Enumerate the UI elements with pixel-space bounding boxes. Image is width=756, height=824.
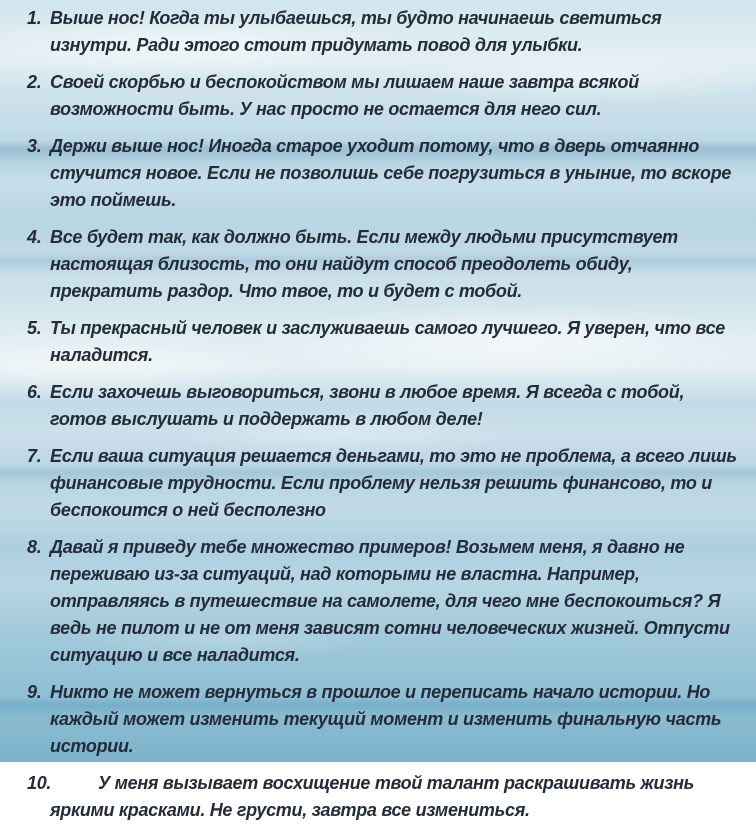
list-item-text: Выше нос! Когда ты улыбаешься, ты будто начинаешь светиться изнутри. Ради этого стоит придумать повод для улыбки. (50, 8, 662, 55)
list-item-text: Давай я приведу тебе множество примеров! Возьмем меня, я давно не переживаю из-за ситуаций, над которыми не властна. Например, отправляясь в путешествие на самолете, для чего мне беспокоиться? Я ведь не пилот и не от меня зависят сотни человеческих жизней. Отпусти ситуацию и все наладится. (50, 537, 730, 665)
list-item-text: Никто не может вернуться в прошлое и переписать начало истории. Но каждый может изменить текущий момент и изменить финальную часть истории. (50, 682, 722, 756)
list-item (0, 315, 744, 369)
list-item-text: Если захочешь выговориться, звони в любое время. Я всегда с тобой, готов выслушать и поддержать в любом деле! (50, 382, 685, 429)
list-item (0, 443, 744, 524)
list-item-text: Все будет так, как должно быть. Если между людьми присутствует настоящая близость, то они найдут способ преодолеть обиду, прекратить раздор. Что твое, то и будет с тобой. (50, 227, 678, 301)
list-item-number: 6. (27, 382, 42, 402)
list-item (0, 534, 744, 669)
list-item (0, 5, 744, 59)
list-item-number: 3. (27, 136, 42, 156)
list-item-text: Ты прекрасный человек и заслуживаешь самого лучшего. Я уверен, что все наладится. (50, 318, 726, 365)
list-item (0, 69, 744, 123)
list-item-number: 10. (27, 773, 52, 793)
list-item-number: 4. (27, 227, 42, 247)
list-item-number: 2. (27, 72, 42, 92)
list-item (0, 679, 744, 760)
list-item (0, 770, 744, 824)
list-item-number: 8. (27, 537, 42, 557)
list-item-text: Держи выше нос! Иногда старое уходит потому, что в дверь отчаянно стучится новое. Если не позволишь себе погрузиться в уныние, то вскоре это поймешь. (50, 136, 732, 210)
list-item-text: Если ваша ситуация решается деньгами, то это не проблема, а всего лишь финансовые трудности. Если проблему нельзя решить финансово, то и беспокоится о ней бесполезно (50, 446, 737, 520)
list-item (0, 133, 744, 214)
list-item-number: 1. (27, 8, 42, 28)
list-item (0, 379, 744, 433)
list-item-number: 9. (27, 682, 42, 702)
list-item (0, 224, 744, 305)
list-item-number: 7. (27, 446, 42, 466)
list-item-text: Своей скорбью и беспокойством мы лишаем наше завтра всякой возможности быть. У нас просто не остается для него сил. (50, 72, 639, 119)
list-item-number: 5. (27, 318, 42, 338)
list-item-text: У меня вызывает восхищение твой талант раскрашивать жизнь яркими красками. Не грусти, завтра все измениться. (50, 773, 695, 820)
